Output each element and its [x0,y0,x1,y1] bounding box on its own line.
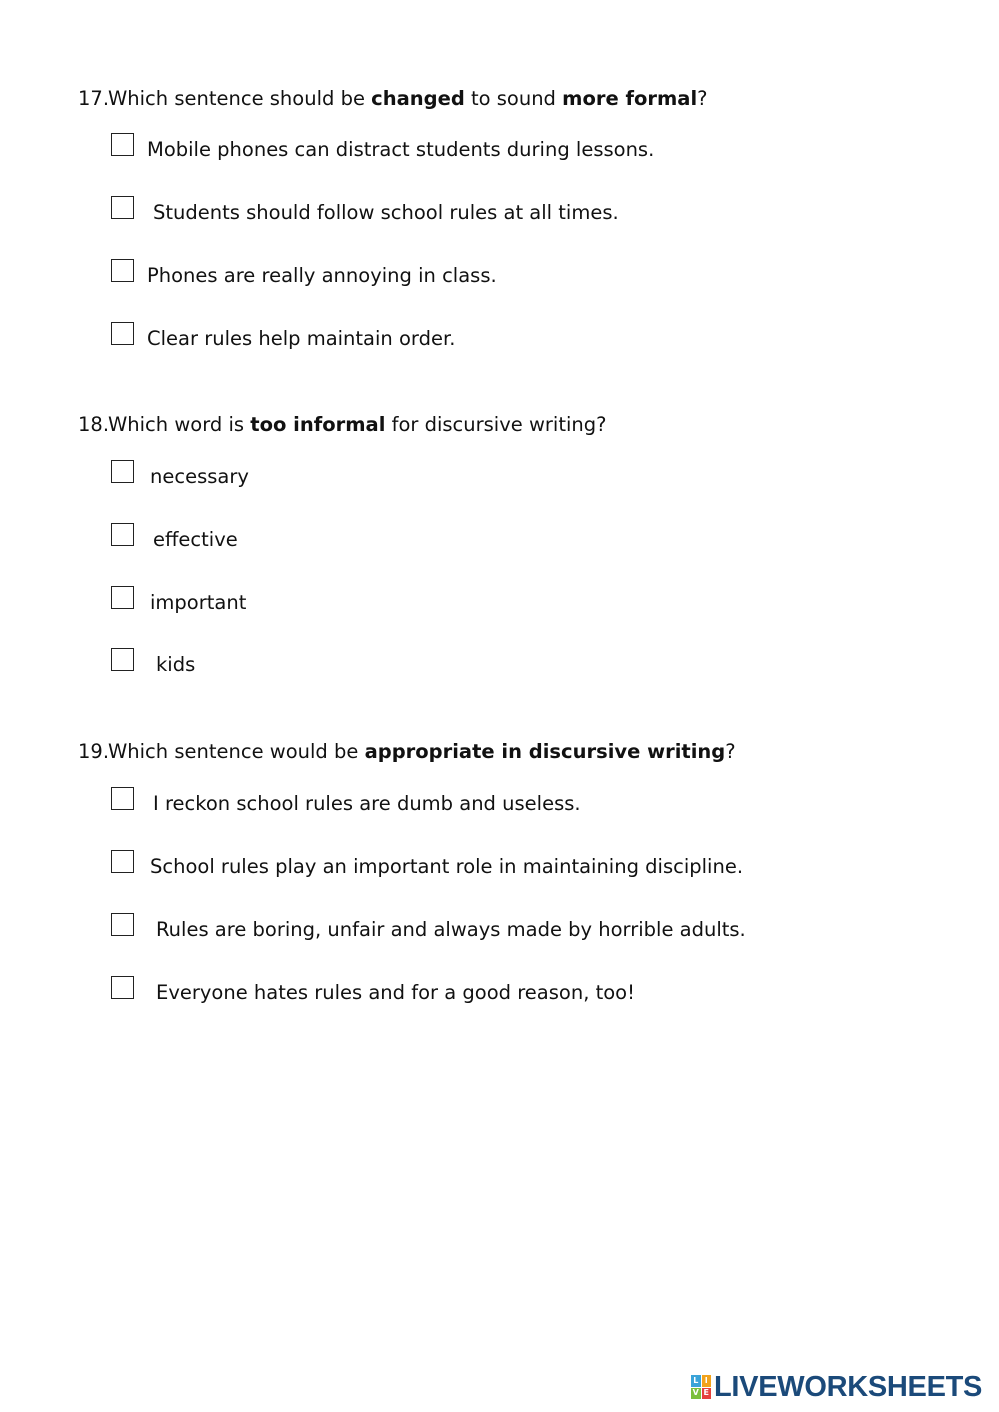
question-text: ? [725,740,736,763]
logo-mark-tile: L [691,1375,701,1387]
question-number: 19. [78,740,110,763]
question-17 [78,87,708,111]
checkbox[interactable] [111,460,134,483]
q17-option-3[interactable] [111,259,497,285]
logo-text: LIVEWORKSHEETS [714,1371,983,1403]
option-label: kids [156,653,196,676]
logo-mark-tile: V [692,1388,699,1398]
option-label: Clear rules help maintain order. [147,327,456,350]
question-number: 17. [78,87,110,110]
checkbox[interactable] [111,196,134,219]
checkbox[interactable] [111,133,134,156]
q17-option-4[interactable] [111,322,455,348]
question-text: Which word is [108,413,251,436]
question-emphasis: appropriate in discursive writing [364,740,726,763]
option-label: School rules play an important role in maintaining discipline. [150,855,744,878]
q19-option-3[interactable] [111,913,746,939]
question-emphasis: more formal [562,87,698,110]
question-text: ? [697,87,708,110]
checkbox[interactable] [111,648,134,671]
checkbox[interactable] [111,523,134,546]
checkbox[interactable] [111,322,134,345]
question-text: Which sentence should be [108,87,372,110]
option-label: important [150,591,247,614]
checkbox[interactable] [111,787,134,810]
option-label: Students should follow school rules at all times. [153,201,619,224]
checkbox[interactable] [111,976,134,999]
liveworksheets-logo[interactable] [691,1372,982,1402]
logo-mark-tile: E [702,1388,712,1400]
checkbox[interactable] [111,586,134,609]
q18-option-1[interactable] [111,460,249,486]
option-label: effective [153,528,238,551]
question-19 [78,740,736,764]
question-number: 18. [78,413,110,436]
q17-option-2[interactable] [111,196,619,222]
option-label: Mobile phones can distract students during lessons. [147,138,655,161]
question-18 [78,413,607,437]
checkbox[interactable] [111,850,134,873]
q19-option-1[interactable] [111,787,581,813]
question-text: to sound [464,87,563,110]
option-label: I reckon school rules are dumb and useless. [153,792,581,815]
checkbox[interactable] [111,259,134,282]
question-emphasis: too informal [250,413,386,436]
question-text: Which sentence would be [108,740,365,763]
q17-option-1[interactable] [111,133,654,159]
q18-option-4[interactable] [111,648,195,674]
option-label: Rules are boring, unfair and always made by horrible adults. [156,918,746,941]
option-label: necessary [150,465,249,488]
q18-option-2[interactable] [111,523,238,549]
q19-option-4[interactable] [111,976,635,1002]
logo-mark-icon [691,1375,711,1399]
option-label: Everyone hates rules and for a good reason, too! [156,981,635,1004]
checkbox[interactable] [111,913,134,936]
q19-option-2[interactable] [111,850,743,876]
logo-mark-tile: I [702,1375,712,1387]
option-label: Phones are really annoying in class. [147,264,497,287]
question-text: for discursive writing? [385,413,607,436]
question-emphasis: changed [371,87,465,110]
q18-option-3[interactable] [111,586,246,612]
